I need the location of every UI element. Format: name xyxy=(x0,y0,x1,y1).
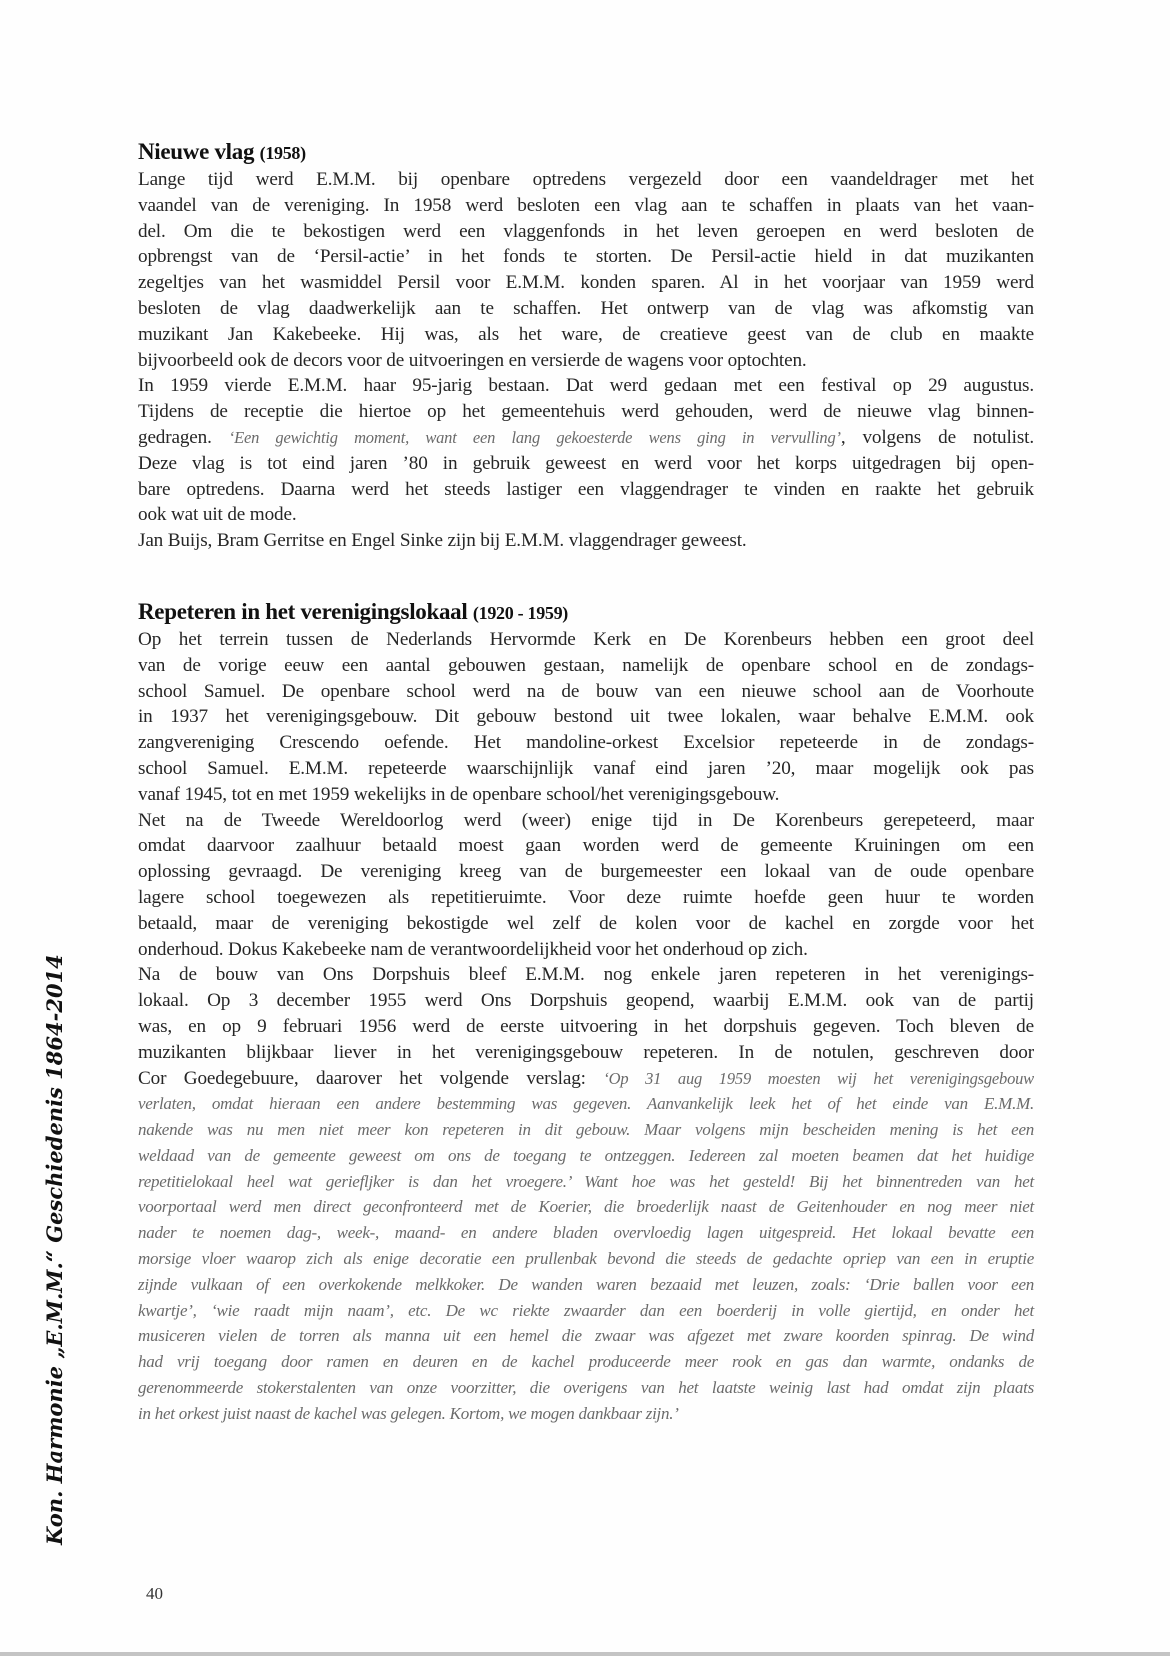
text-line xyxy=(138,962,1034,988)
section-body xyxy=(138,627,1034,1091)
text-line xyxy=(138,1014,1034,1040)
body-text: opbrengst van de ‘Persil-actie’ in het fonds te storten. De Persil-actie hield in dat muzikanten xyxy=(138,246,1034,268)
text-line xyxy=(138,451,1034,477)
body-text: muzikant Jan Kakebeeke. Hij was, als het ware, de creatieve geest van de club en maakte xyxy=(138,323,1034,345)
quote-line: weldaad van de gemeente geweest om ons de toegang te ontzeggen. Iedereen zal moeten beamen dat het huidige xyxy=(138,1145,1034,1165)
body-text: lagere school toegewezen als repetitieruimte. Voor deze ruimte hoefde geen huur te worden xyxy=(138,886,1034,908)
text-line xyxy=(138,528,1034,554)
text-line xyxy=(138,219,1034,245)
quote-line: nakende was nu men niet meer kon repeteren in dit gebouw. Maar volgens mijn bescheiden mening is het een xyxy=(138,1120,1034,1140)
section-repeteren-verenigingslokaal xyxy=(138,598,1034,1427)
body-text: school Samuel. E.M.M. repeteerde waarschijnlijk vanaf eind jaren ’20, maar mogelijk ook pas xyxy=(138,757,1034,779)
text-line xyxy=(138,425,1034,451)
section-years: (1920 - 1959) xyxy=(472,602,569,623)
quote-line: voorportaal werd men direct geconfronteerd met de Koerier, die broederlijk naast de Geitenhouder en nog meer niet xyxy=(138,1197,1034,1217)
body-text: vanaf 1945, tot en met 1959 wekelijks in de openbare school/het verenigingsgebouw. xyxy=(138,783,780,805)
section-title: Repeteren in het verenigingslokaal xyxy=(138,598,468,624)
quote-line: verlaten, omdat hieraan een andere bestemming was gegeven. Aanvankelijk leek het of het einde van E.M.M. xyxy=(138,1094,1034,1114)
text-line xyxy=(138,704,1034,730)
body-text: Lange tijd werd E.M.M. bij openbare optredens vergezeld door een vaandeldrager met het xyxy=(138,169,1034,190)
text-line xyxy=(138,348,1034,374)
body-text: Jan Buijs, Bram Gerritse en Engel Sinke zijn bij E.M.M. vlaggendrager geweest. xyxy=(138,530,747,552)
text-line xyxy=(138,244,1034,270)
body-text: , volgens de notulist. xyxy=(840,426,1034,448)
text-line xyxy=(138,477,1034,503)
quote-line: musiceren vielen de torren als manna uit een hemel die zwaar was afgezet met zware koorden spinrag. De wind xyxy=(138,1326,1034,1346)
section-body xyxy=(138,167,1034,554)
text-line xyxy=(138,296,1034,322)
section-title: Nieuwe vlag xyxy=(138,139,255,164)
text-line xyxy=(138,322,1034,348)
body-text: Op het terrein tussen de Nederlands Hervormde Kerk en De Korenbeurs hebben een groot deel xyxy=(138,628,1034,650)
body-text: school Samuel. De openbare school werd na de bouw van een nieuwe school aan de Voorhoute xyxy=(138,680,1034,702)
text-line xyxy=(138,833,1034,859)
text-line xyxy=(138,627,1034,653)
quote-line: had vrij toegang door ramen en deuren en de kachel produceerde meer rook en gas dan warmte, ondanks de xyxy=(138,1352,1034,1372)
body-text: oplossing gevraagd. De vereniging kreeg van de burgemeester een lokaal van de oude openbare xyxy=(138,861,1034,883)
body-text: muzikanten blijkbaar liever in het verenigingsgebouw repeteren. In de notulen, geschreven door xyxy=(138,1041,1034,1063)
section-nieuwe-vlag xyxy=(138,138,1034,554)
text-line xyxy=(138,679,1034,705)
inline-quote: ‘Een gewichtig moment, want een lang gekoesterde wens ging in vervulling’ xyxy=(228,427,841,447)
body-text: Cor Goedegebuure, daarover het volgende verslag: xyxy=(138,1067,604,1089)
body-text: van de vorige eeuw een aantal gebouwen gestaan, namelijk de openbare school en de zondags- xyxy=(138,654,1034,676)
text-line xyxy=(138,730,1034,756)
body-text: del. Om die te bekostigen werd een vlaggenfonds in het leven geroepen en werd besloten de xyxy=(138,220,1034,242)
text-line xyxy=(138,1040,1034,1066)
section-spacer xyxy=(138,554,1034,598)
body-text: lokaal. Op 3 december 1955 werd Ons Dorpshuis geopend, waarbij E.M.M. ook van de partij xyxy=(138,990,1034,1012)
quote-line: gerenommeerde stokerstalenten van onze voorzitter, die overigens van het laatste weinig last had omdat zijn plaats xyxy=(138,1378,1034,1398)
body-text: bare optredens. Daarna werd het steeds lastiger een vlaggendrager te vinden en raakte het gebruik xyxy=(138,478,1034,500)
text-line xyxy=(138,167,1034,193)
text-line xyxy=(138,885,1034,911)
quote-line: morsige vloer waarop zich als enige decoratie een prullenbak bevond die steeds de gedachte opriep van een in eruptie xyxy=(138,1249,1034,1269)
text-line xyxy=(138,911,1034,937)
page-number: 40 xyxy=(146,1584,163,1603)
text-line xyxy=(138,756,1034,782)
text-line xyxy=(138,988,1034,1014)
body-text: bijvoorbeeld ook de decors voor de uitvoeringen en versierde de wagens voor optochten. xyxy=(138,349,807,371)
body-text: Na de bouw van Ons Dorpshuis bleef E.M.M. nog enkele jaren repeteren in het verenigings- xyxy=(138,964,1034,986)
body-text: besloten de vlag daadwerkelijk aan te schaffen. Het ontwerp van de vlag was afkomstig van xyxy=(138,297,1034,319)
text-line xyxy=(138,653,1034,679)
body-text: vaandel van de vereniging. In 1958 werd besloten een vlag aan te schaffen in plaats van het vaan- xyxy=(138,194,1034,216)
quote-line: zijnde vulkaan of een overkokende melkkoker. De wanden waren bezaaid met leuzen, zoals: ‘Drie ballen voor een xyxy=(138,1274,1034,1294)
text-line xyxy=(138,193,1034,219)
body-text: zegeltjes van het wasmiddel Persil voor E.M.M. konden sparen. Al in het voorjaar van 1959 werd xyxy=(138,272,1034,294)
body-text: betaald, maar de vereniging bekostigde wel zelf de kolen voor de kachel en zorgde voor het xyxy=(138,912,1034,934)
text-line xyxy=(138,399,1034,425)
section-years: (1958) xyxy=(259,143,306,163)
body-text: Deze vlag is tot eind jaren ’80 in gebruik geweest en werd voor het korps uitgedragen bij open- xyxy=(138,452,1034,474)
page-bottom-border xyxy=(0,1652,1170,1656)
inline-quote: ‘Op 31 aug 1959 moesten wij het verenigingsgebouw xyxy=(603,1068,1034,1088)
minutes-quote-block xyxy=(138,1091,1034,1426)
body-text: ook wat uit de mode. xyxy=(138,504,297,526)
body-text: in 1937 het verenigingsgebouw. Dit gebouw bestond uit twee lokalen, waar behalve E.M.M. ook xyxy=(138,706,1034,728)
body-text: zangvereniging Crescendo oefende. Het mandoline-orkest Excelsior repeteerde in de zondags- xyxy=(138,732,1034,754)
book-title-vertical: Kon. Harmonie „E.M.M.“ Geschiedenis 1864-2014 xyxy=(42,954,67,1545)
text-line xyxy=(138,502,1034,528)
text-line xyxy=(138,270,1034,296)
body-text: In 1959 vierde E.M.M. haar 95-jarig bestaan. Dat werd gedaan met een festival op 29 augustus. xyxy=(138,375,1034,397)
text-line xyxy=(138,808,1034,834)
text-line xyxy=(138,1066,1034,1092)
page-content xyxy=(138,138,1034,1427)
body-text: omdat daarvoor zaalhuur betaald moest gaan worden werd de gemeente Kruiningen om een xyxy=(138,835,1034,857)
text-line xyxy=(138,859,1034,885)
text-line xyxy=(138,937,1034,963)
body-text: Tijdens de receptie die hiertoe op het gemeentehuis werd gehouden, werd de nieuwe vlag binnen- xyxy=(138,401,1034,423)
body-text: onderhoud. Dokus Kakebeeke nam de verantwoordelijkheid voor het onderhoud op zich. xyxy=(138,938,808,960)
text-line xyxy=(138,373,1034,399)
body-text: gedragen. xyxy=(138,426,229,448)
quote-line: kwartje’, ‘wie raadt mijn naam’, etc. De wc riekte zwaarder dan een boerderij in volle giertijd, en onder het xyxy=(138,1300,1034,1320)
quote-line: repetitielokaal heel wat geriefljker is dan het vroegere.’ Want hoe was het gesteld! Bij het binnentreden van het xyxy=(138,1171,1034,1191)
body-text: was, en op 9 februari 1956 werd de eerste uitvoering in het dorpshuis gegeven. Toch bleven de xyxy=(138,1015,1034,1037)
quote-line: in het orkest juist naast de kachel was gelegen. Kortom, we mogen dankbaar zijn.’ xyxy=(138,1403,679,1423)
text-line xyxy=(138,782,1034,808)
quote-line: nader te noemen dag-, week-, maand- en andere bladen overvloedig lagen uitgespreid. Het lokaal bevatte een xyxy=(138,1223,1034,1243)
section-heading xyxy=(138,598,1034,627)
section-heading xyxy=(138,138,1034,167)
body-text: Net na de Tweede Wereldoorlog werd (weer) enige tijd in De Korenbeurs gerepeteerd, maar xyxy=(138,809,1034,831)
